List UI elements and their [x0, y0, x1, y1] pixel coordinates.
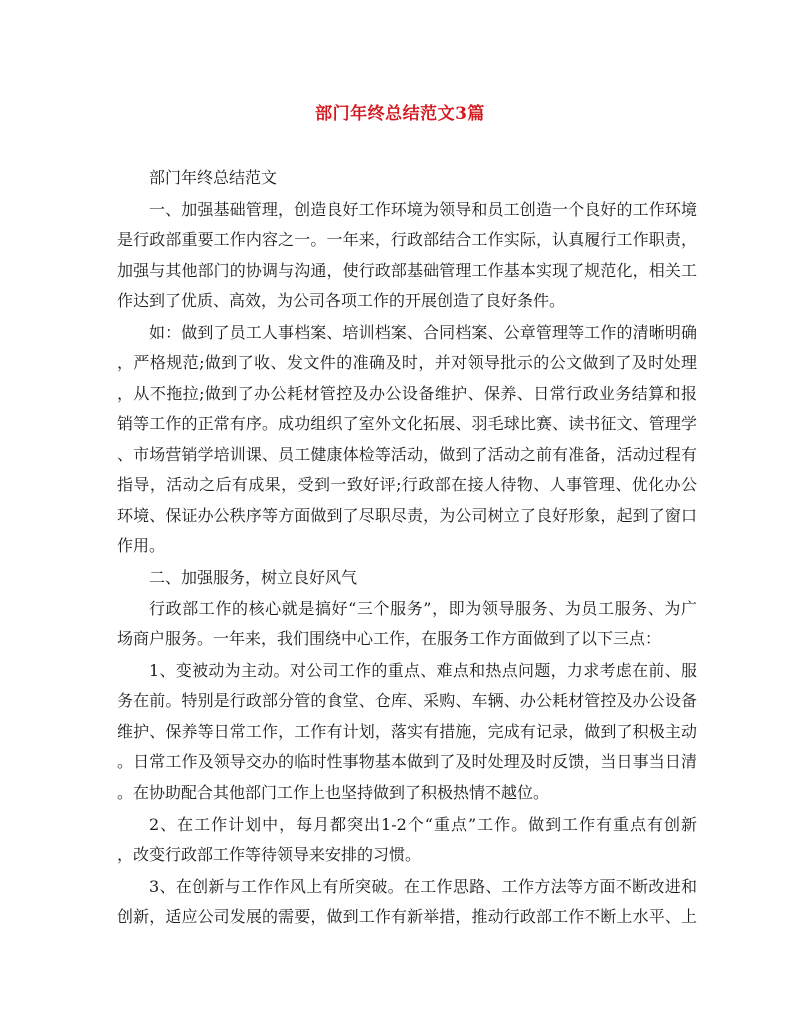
paragraph-line: 是行政部重要工作内容之一。一年来，行政部结合工作实际，认真履行工作职责， — [117, 230, 697, 249]
paragraph-line: 指导，活动之后有成果，受到一致好评;行政部在接人待物、人事管理、优化办公 — [117, 475, 697, 494]
subtitle-line: 部门年终总结范文 — [149, 168, 278, 187]
paragraph-line: ，从不拖拉;做到了办公耗材管控及办公设备维护、保养、日常行政业务结算和报 — [117, 384, 697, 403]
paragraph-line: 作达到了优质、高效，为公司各项工作的开展创造了良好条件。 — [117, 291, 566, 310]
paragraph-line: 行政部工作的核心就是搞好“三个服务”，即为领导服务、为员工服务、为广 — [149, 599, 697, 618]
paragraph-line: 如：做到了员工人事档案、培训档案、合同档案、公章管理等工作的清晰明确 — [149, 323, 697, 342]
paragraph-line: 场商户服务。一年来，我们围绕中心工作，在服务工作方面做到了以下三点： — [117, 629, 662, 648]
paragraph-line: 环境、保证办公秩序等方面做到了尽职尽责，为公司树立了良好形象，起到了窗口 — [117, 506, 697, 525]
paragraph-line: 3、在创新与工作作风上有所突破。在工作思路、工作方法等方面不断改进和 — [149, 877, 697, 896]
paragraph-line: 务在前。特别是行政部分管的食堂、仓库、采购、车辆、办公耗材管控及办公设备 — [117, 691, 697, 710]
paragraph-line: 。日常工作及领导交办的临时性事物基本做到了及时处理及时反馈，当日事当日清 — [117, 752, 697, 771]
paragraph-line: 一、加强基础管理，创造良好工作环境为领导和员工创造一个良好的工作环境 — [149, 200, 697, 219]
paragraph-line: ，严格规范;做到了收、发文件的准确及时，并对领导批示的公文做到了及时处理 — [117, 353, 697, 372]
paragraph-line: 创新，适应公司发展的需要，做到工作有新举措，推动行政部工作不断上水平、上 — [117, 907, 697, 926]
section-heading: 二、加强服务，树立良好风气 — [149, 568, 358, 587]
paragraph-line: 销等工作的正常有序。成功组织了室外文化拓展、羽毛球比赛、读书征文、管理学 — [117, 414, 697, 433]
paragraph-line: 加强与其他部门的协调与沟通，使行政部基础管理工作基本实现了规范化，相关工 — [117, 261, 697, 280]
document-title: 部门年终总结范文3篇 — [315, 104, 485, 124]
paragraph-line: 2、在工作计划中，每月都突出1-2个“重点”工作。做到工作有重点有创新 — [149, 815, 697, 834]
paragraph-line: 作用。 — [117, 536, 166, 555]
paragraph-line: ，改变行政部工作等待领导来安排的习惯。 — [117, 845, 422, 864]
paragraph-line: 。在协助配合其他部门工作上也坚持做到了积极热情不越位。 — [117, 783, 550, 802]
paragraph-line: 1、变被动为主动。对公司工作的重点、难点和热点问题，力求考虑在前、服 — [149, 661, 697, 680]
paragraph-line: 、市场营销学培训课、员工健康体检等活动，做到了活动之前有准备，活动过程有 — [117, 445, 697, 464]
paragraph-line: 维护、保养等日常工作，工作有计划，落实有措施，完成有记录，做到了积极主动 — [117, 722, 697, 741]
